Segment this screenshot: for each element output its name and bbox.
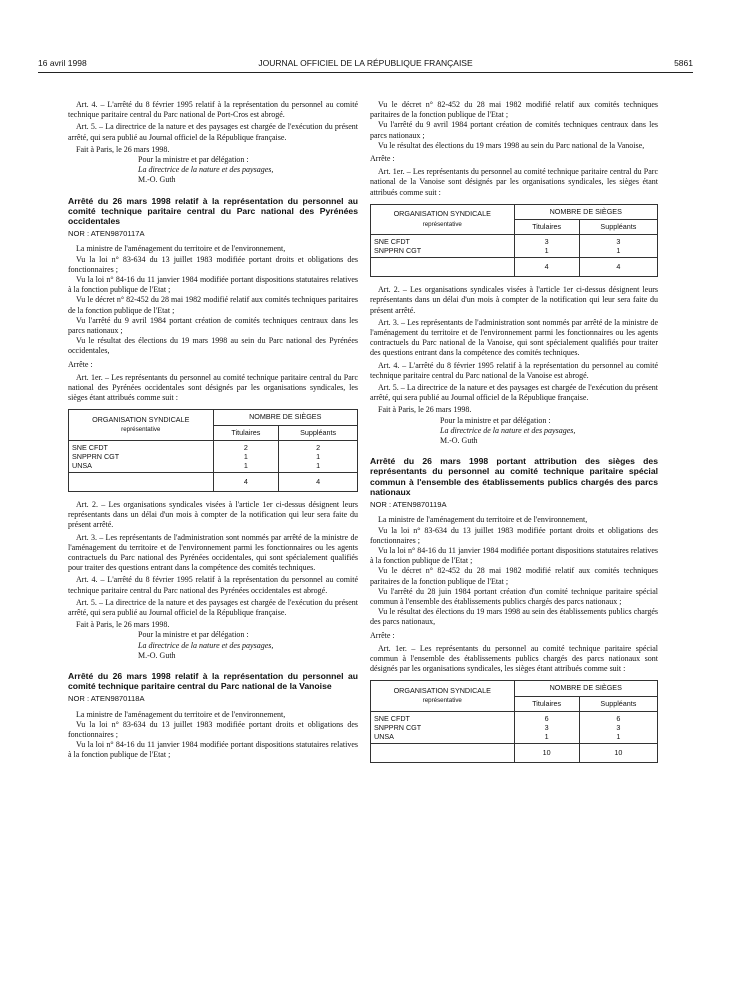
union-name: SNE CFDT xyxy=(374,237,410,247)
seats-header: NOMBRE DE SIÈGES xyxy=(514,681,658,696)
visa: Vu le décret n° 82-452 du 28 mai 1982 modifié relatif aux comités techniques paritaires de la fonction publique de l'Etat ; xyxy=(370,100,658,120)
header-date: 16 avril 1998 xyxy=(38,58,87,68)
col-suppleants: Suppléants xyxy=(279,425,358,440)
titulaires-values: 2 1 1 xyxy=(213,440,279,472)
article-paragraph: Art. 4. – L'arrêté du 8 février 1995 relatif à la représentation du personnel au comité technique paritaire central du Parc national des Pyrénées occidentales est abrogé. xyxy=(68,575,358,595)
visa: Vu la loi n° 83-634 du 13 juillet 1983 modifiée portant droits et obligations des fonctionnaires ; xyxy=(68,254,358,274)
left-column xyxy=(68,100,358,761)
signature-line: Pour la ministre et par délégation : xyxy=(138,155,249,165)
visa: La ministre de l'aménagement du territoire et de l'environnement, xyxy=(76,244,286,254)
col-suppleants: Suppléants xyxy=(579,220,657,235)
visa: Vu l'arrêté du 9 avril 1984 portant création de comités techniques centraux dans les parcs nationaux ; xyxy=(68,315,358,336)
arrete-heading: Arrête : xyxy=(370,630,395,640)
arrete-heading: Arrête : xyxy=(370,154,395,164)
visa: La ministre de l'aménagement du territoire et de l'environnement, xyxy=(378,515,588,525)
arrete-heading: Arrête : xyxy=(68,359,93,369)
signature-name: M.-O. Guth xyxy=(138,175,176,185)
visa: Vu le résultat des élections du 19 mars 1998 au sein du Parc national de la Vanoise, xyxy=(378,140,645,150)
done-at: Fait à Paris, le 26 mars 1998. xyxy=(76,620,170,630)
visa: Vu le résultat des élections du 19 mars 1998 au sein des établissements publics chargés des parcs nationaux, xyxy=(370,607,658,627)
union-names xyxy=(371,235,515,258)
visa: Vu la loi n° 84-16 du 11 janvier 1984 modifiée portant dispositions statutaires relatives à la fonction publique de l'Etat ; xyxy=(68,740,358,760)
visa: Vu la loi n° 84-16 du 11 janvier 1984 modifiée portant dispositions statutaires relatives à la fonction publique de l'Etat ; xyxy=(370,545,658,566)
seats-header: NOMBRE DE SIÈGES xyxy=(213,410,358,425)
signature-line: Pour la ministre et par délégation : xyxy=(440,415,551,425)
header-page-number: 5861 xyxy=(674,58,693,68)
org-header: ORGANISATION SYNDICALE représentative xyxy=(69,410,214,440)
suppleants-values: 3 1 xyxy=(579,235,657,258)
header-journal-title: JOURNAL OFFICIEL DE LA RÉPUBLIQUE FRANÇAISE xyxy=(258,58,473,68)
visa: Vu le décret n° 82-452 du 28 mai 1982 modifié relatif aux comités techniques paritaires de la fonction publique de l'Etat ; xyxy=(370,566,658,586)
nor-reference: NOR : ATEN9870119A xyxy=(370,500,447,510)
nor-reference: NOR : ATEN9870117A xyxy=(68,229,145,239)
right-column xyxy=(370,100,658,771)
org-header: ORGANISATION SYNDICALE représentative xyxy=(371,681,515,711)
visa: Vu le décret n° 82-452 du 28 mai 1982 modifié relatif aux comités techniques paritaires de la fonction publique de l'Etat ; xyxy=(68,295,358,315)
col-titulaires: Titulaires xyxy=(213,425,279,440)
decree-title: Arrêté du 26 mars 1998 portant attribution des sièges des représentants du personnel au comité technique paritaire spécial commun à l'ensemble des établissements publics chargés des parcs nationaux xyxy=(370,456,658,497)
signature-title: La directrice de la nature et des paysages, xyxy=(138,640,274,650)
nor-reference: NOR : ATEN9870118A xyxy=(68,694,145,704)
total-titulaires: 10 xyxy=(514,743,579,762)
union-name: UNSA xyxy=(374,731,394,741)
signature-name: M.-O. Guth xyxy=(138,650,176,660)
page-header xyxy=(38,58,693,72)
seats-table xyxy=(68,409,358,491)
seats-table xyxy=(370,680,658,762)
signature-line: Pour la ministre et par délégation : xyxy=(138,630,249,640)
titulaires-values: 3 1 xyxy=(514,235,579,258)
article-paragraph: Art. 5. – La directrice de la nature et des paysages est chargée de l'exécution du présent arrêté, qui sera publié au Journal officiel de la République française. xyxy=(370,383,658,403)
suppleants-values: 6 3 1 xyxy=(579,711,657,743)
total-titulaires: 4 xyxy=(213,472,279,491)
org-header: ORGANISATION SYNDICALE représentative xyxy=(371,204,515,234)
visa: Vu l'arrêté du 28 juin 1984 portant création d'un comité technique paritaire spécial commun à l'ensemble des établissements publics chargés des parcs nationaux ; xyxy=(370,586,658,606)
article-paragraph: Art. 4. – L'arrêté du 8 février 1995 relatif à la représentation du personnel au comité technique paritaire central du Parc national de Port-Cros est abrogé. xyxy=(68,100,358,120)
article-paragraph: Art. 2. – Les organisations syndicales visées à l'article 1er ci-dessus désignent leurs représentants dans un délai d'un mois à compter de la notification qui leur sera faite du présent arrêté. xyxy=(68,499,358,530)
union-names xyxy=(69,440,214,472)
total-titulaires: 4 xyxy=(514,258,579,277)
union-name: UNSA xyxy=(72,460,92,470)
seats-header: NOMBRE DE SIÈGES xyxy=(514,204,658,219)
article-paragraph: Art. 5. – La directrice de la nature et des paysages est chargée de l'exécution du présent arrêté, qui sera publié au Journal officiel de la République française. xyxy=(68,597,358,617)
visa: Vu le résultat des élections du 19 mars 1998 au sein du Parc national des Pyrénées occidentales, xyxy=(68,336,358,356)
union-name: SNPPRN CGT xyxy=(374,246,422,256)
col-titulaires: Titulaires xyxy=(514,220,579,235)
visa: La ministre de l'aménagement du territoire et de l'environnement, xyxy=(76,709,286,719)
col-suppleants: Suppléants xyxy=(579,696,657,711)
total-suppleants: 4 xyxy=(279,472,358,491)
article-paragraph: Art. 1er. – Les représentants du personnel au comité technique paritaire central du Parc national de la Vanoise sont désignés par les organisations syndicales, les sièges étant attribués comme suit : xyxy=(370,167,658,197)
seats-table xyxy=(370,204,658,277)
union-names xyxy=(371,711,515,743)
done-at: Fait à Paris, le 26 mars 1998. xyxy=(378,405,472,415)
done-at: Fait à Paris, le 26 mars 1998. xyxy=(76,144,170,154)
signature-title: La directrice de la nature et des paysages, xyxy=(440,425,576,435)
union-name: SNE CFDT xyxy=(374,713,410,723)
article-paragraph: Art. 1er. – Les représentants du personnel au comité technique paritaire spécial commun à l'ensemble des établissements publics chargés des parcs nationaux sont désignés par les organisations syndicales, les sièges étant attribués comme suit : xyxy=(370,643,658,674)
visa: Vu la loi n° 83-634 du 13 juillet 1983 modifiée portant droits et obligations des fonctionnaires ; xyxy=(68,719,358,739)
col-titulaires: Titulaires xyxy=(514,696,579,711)
total-suppleants: 4 xyxy=(579,258,657,277)
article-paragraph: Art. 3. – Les représentants de l'administration sont nommés par arrêté de la ministre de l'aménagement du territoire et de l'environnement parmi les fonctionnaires ou les agents contractuels du Parc national de la Vanoise, qui sont spécialement qualifiés pour traiter des questions entrant dans la compétence des comités techniques. xyxy=(370,317,658,358)
article-paragraph: Art. 3. – Les représentants de l'administration sont nommés par arrêté de la ministre de l'aménagement du territoire et de l'environnement parmi les fonctionnaires ou les agents contractuels du Parc national des Pyrénées occidentales, qui sont spécialement qualifiés pour traiter des questions entrant dans la compétence des comités techniques. xyxy=(68,532,358,573)
decree-title: Arrêté du 26 mars 1998 relatif à la représentation du personnel au comité technique paritaire central du Parc national de la Vanoise xyxy=(68,670,358,692)
signature-title: La directrice de la nature et des paysages, xyxy=(138,165,274,175)
union-name: SNPPRN CGT xyxy=(374,722,422,732)
union-name: SNPPRN CGT xyxy=(72,451,120,461)
decree-title: Arrêté du 26 mars 1998 relatif à la représentation du personnel au comité technique paritaire central du Parc national des Pyrénées occidentales xyxy=(68,195,358,227)
visa: Vu la loi n° 83-634 du 13 juillet 1983 modifiée portant droits et obligations des fonctionnaires ; xyxy=(370,525,658,545)
visa: Vu la loi n° 84-16 du 11 janvier 1984 modifiée portant dispositions statutaires relatives à la fonction publique de l'Etat ; xyxy=(68,275,358,295)
total-suppleants: 10 xyxy=(579,743,657,762)
article-paragraph: Art. 1er. – Les représentants du personnel au comité technique paritaire central du Parc national des Pyrénées occidentales sont désignés par les organisations syndicales, les sièges étant attribués comme suit : xyxy=(68,372,358,403)
signature-name: M.-O. Guth xyxy=(440,436,478,446)
header-rule xyxy=(38,72,693,73)
article-paragraph: Art. 2. – Les organisations syndicales visées à l'article 1er ci-dessus désignent leurs représentants dans un délai d'un mois à compter de la notification qui leur sera faite du présent arrêté. xyxy=(370,285,658,315)
suppleants-values: 2 1 1 xyxy=(279,440,358,472)
article-paragraph: Art. 4. – L'arrêté du 8 février 1995 relatif à la représentation du personnel au comité technique paritaire central du Parc national de la Vanoise est abrogé. xyxy=(370,360,658,380)
union-name: SNE CFDT xyxy=(72,442,108,452)
visa: Vu l'arrêté du 9 avril 1984 portant création de comités techniques centraux dans les parcs nationaux ; xyxy=(370,120,658,140)
article-paragraph: Art. 5. – La directrice de la nature et des paysages est chargée de l'exécution du présent arrêté, qui sera publié au Journal officiel de la République française. xyxy=(68,122,358,142)
titulaires-values: 6 3 1 xyxy=(514,711,579,743)
